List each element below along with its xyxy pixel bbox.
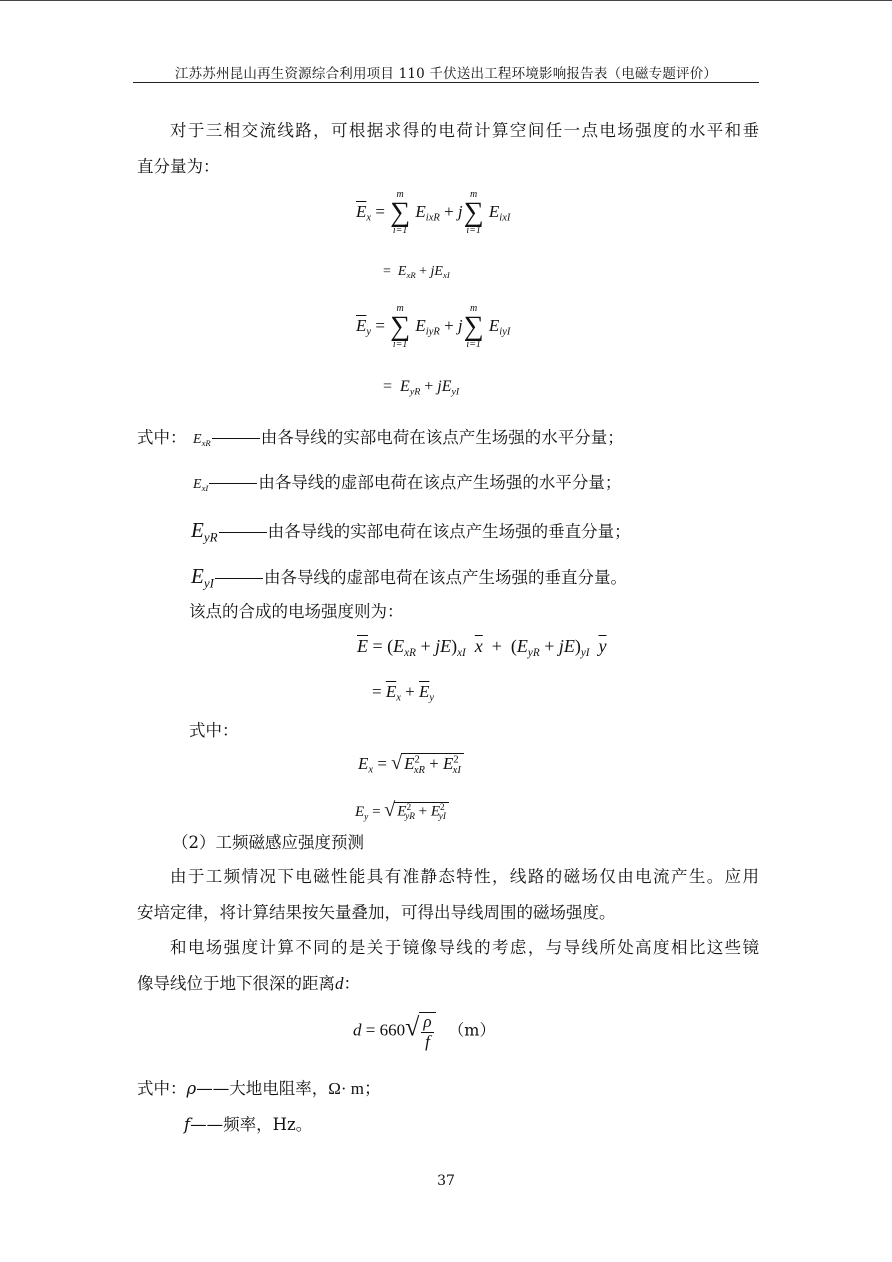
section-2-heading: （2）工频磁感应强度预测 (172, 833, 364, 852)
page-number: 37 (437, 1173, 455, 1189)
formula-ey-result: = $E_{yR} + jE_{yI}$ (383, 378, 460, 398)
resultant-text: 该点的合成的电场强度则为： (189, 602, 404, 621)
def-f: f——频率，Hz。 (184, 1115, 313, 1134)
def-exi: $E_{xI}$ 由各导线的虚部电荷在该点产生场强的水平分量； (193, 473, 622, 494)
formula-e-sum: = $\overline{E}_x + \overline{E}_y$ (372, 682, 435, 704)
where-label-1: 式中： (137, 428, 187, 447)
def-exr: $E_{xR}$ 由各导线的实部电荷在该点产生场强的水平分量； (193, 428, 624, 449)
formula-ey: $\overline{E}_y$ = m ∑ i=1 $E_{iyR} + j$ m ∑ i=1 $E_{iyI}$ (356, 303, 511, 350)
formula-ex: $\overline{E}_x$ = m ∑ i=1 $E_{ixR} + j$ m ∑ i=1 $E_{ixI}$ (356, 189, 511, 236)
def-eyi: $E_{yI}$ 由各导线的虚部电荷在该点产生场强的垂直分量。 (191, 564, 627, 591)
magnetic-line-2: 安培定律，将计算结果按矢量叠加，可得出导线周围的磁场强度。 (137, 903, 616, 922)
formula-d: d = 660√ $\frac{\rho}{f}$ （m） (353, 1012, 496, 1051)
intro-line-2: 直分量为： (137, 157, 220, 176)
formula-ex-magnitude: $E_x$ = √ $E^2_{xR} + E^2_{xI}$ (358, 752, 464, 776)
formula-ex-result: = $E_{xR} + jE_{xI}$ (383, 264, 450, 281)
magnetic-line-1: 由于工频情况下电磁性能具有准静态特性，线路的磁场仅由电流产生。应用 (170, 867, 759, 886)
image-line-1: 和电场强度计算不同的是关于镜像导线的考虑，与导线所处高度相比这些镜 (170, 938, 759, 957)
page-header: 江苏苏州昆山再生资源综合利用项目 110 千伏送出工程环境影响报告表（电磁专题评价） (174, 66, 718, 82)
where-label-2: 式中： (189, 721, 239, 740)
def-eyr: $E_{yR}$ 由各导线的实部电荷在该点产生场强的垂直分量； (191, 518, 631, 545)
formula-e-total: $\overline{E} = (E_{xR} + jE)_{xI}$ $\overline{x} + (E_{yR} + jE)_{yI}$ $\overline{y}$ (357, 636, 607, 659)
image-line-2: 像导线位于地下很深的距离d： (137, 974, 360, 993)
def-rho: 式中：ρ——大地电阻率，Ω· m； (137, 1079, 381, 1098)
formula-ey-magnitude: $E_y$ = √ $E^2_{yR} + E^2_{yI}$ (355, 799, 449, 822)
intro-line-1: 对于三相交流线路，可根据求得的电荷计算空间任一点电场强度的水平和垂 (170, 121, 759, 140)
header-rule (133, 82, 759, 83)
page-top-border (0, 0, 892, 1)
